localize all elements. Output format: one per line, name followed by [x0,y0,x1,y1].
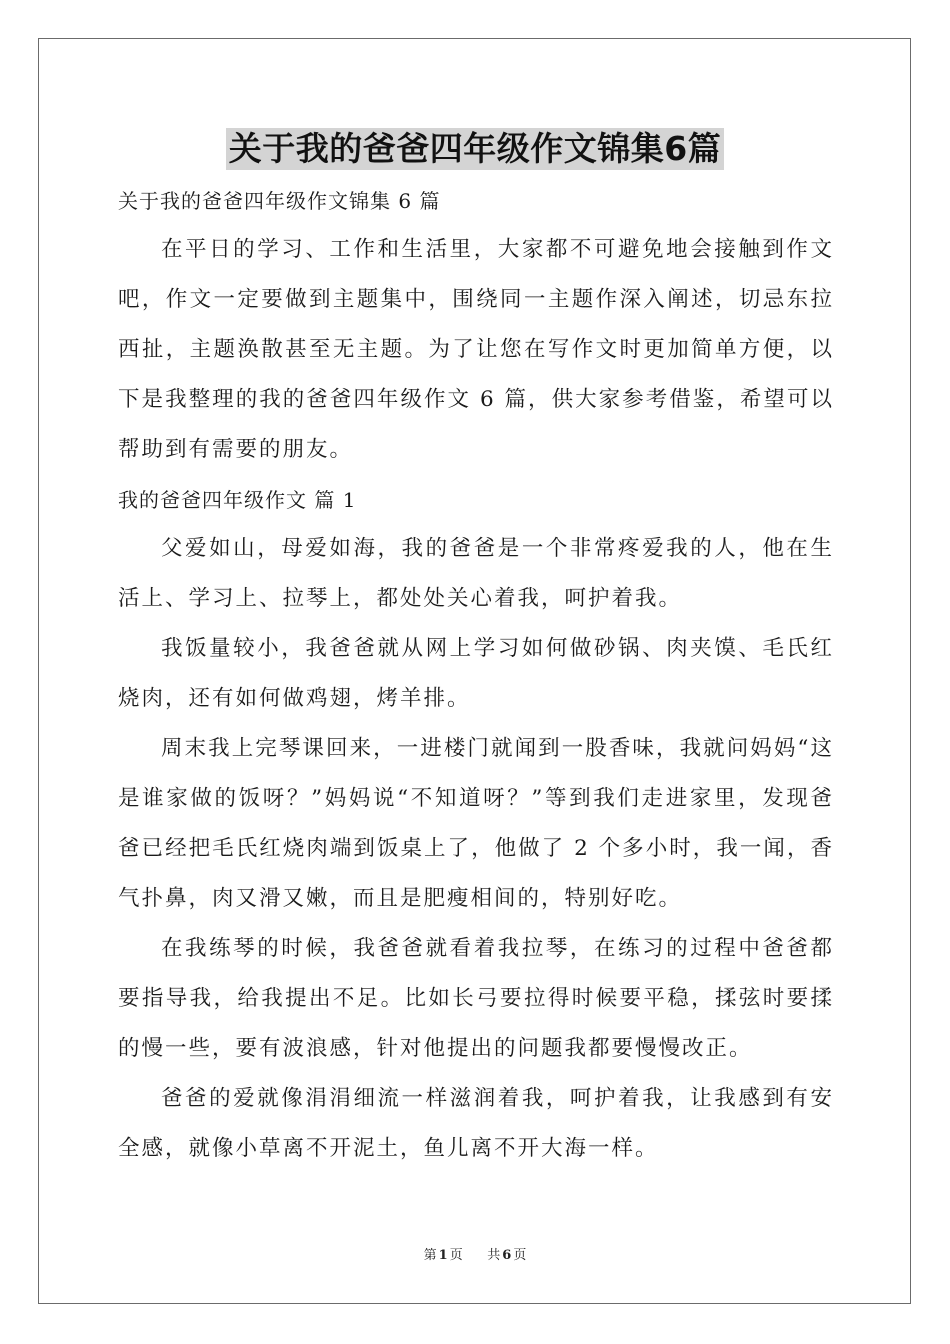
body-paragraph: 周末我上完琴课回来，一进楼门就闻到一股香味，我就问妈妈“这是谁家做的饭呀？”妈妈说“不知道呀？”等到我们走进家里，发现爸爸已经把毛氏红烧肉端到饭桌上了，他做了 2 个多小时，我一闻，香气扑鼻，肉又滑又嫩，而且是肥瘦相间的，特别好吃。 [118,736,834,911]
body-paragraph: 爸爸的爱就像涓涓细流一样滋润着我，呵护着我，让我感到有安全感，就像小草离不开泥土，鱼儿离不开大海一样。 [118,1086,834,1161]
document-subtitle: 关于我的爸爸四年级作文锦集 6 篇 [118,189,441,213]
intro-paragraph: 在平日的学习、工作和生活里，大家都不可避免地会接触到作文吧，作文一定要做到主题集中，围绕同一主题作深入阐述，切忌东拉西扯，主题涣散甚至无主题。为了让您在写作文时更加简单方便，以下是我整理的我的爸爸四年级作文 6 篇，供大家参考借鉴，希望可以帮助到有需要的朋友。 [118,237,834,462]
total-suffix: 页 [513,1248,527,1263]
section-heading: 我的爸爸四年级作文 篇 1 [118,488,357,512]
current-page: 1 [438,1248,448,1263]
document-title: 关于我的爸爸四年级作文锦集6篇 [226,128,724,170]
body-paragraph: 我饭量较小，我爸爸就从网上学习如何做砂锅、肉夹馍、毛氏红烧肉，还有如何做鸡翅，烤羊排。 [118,636,834,711]
body-paragraph: 父爱如山，母爱如海，我的爸爸是一个非常疼爱我的人，他在生活上、学习上、拉琴上，都处处关心着我，呵护着我。 [118,536,834,611]
page-footer [0,1244,950,1263]
body-paragraph: 在我练琴的时候，我爸爸就看着我拉琴，在练习的过程中爸爸都要指导我，给我提出不足。比如长弓要拉得时候要平稳，揉弦时要揉的慢一些，要有波浪感，针对他提出的问题我都要慢慢改正。 [118,936,834,1061]
title-container [0,128,950,170]
document-body [118,180,834,1174]
total-pages: 6 [502,1248,512,1263]
page-number [422,1248,465,1263]
page-total [485,1248,528,1263]
page-prefix: 第 [423,1248,437,1263]
total-prefix: 共 [487,1248,501,1263]
page-suffix: 页 [449,1248,463,1263]
